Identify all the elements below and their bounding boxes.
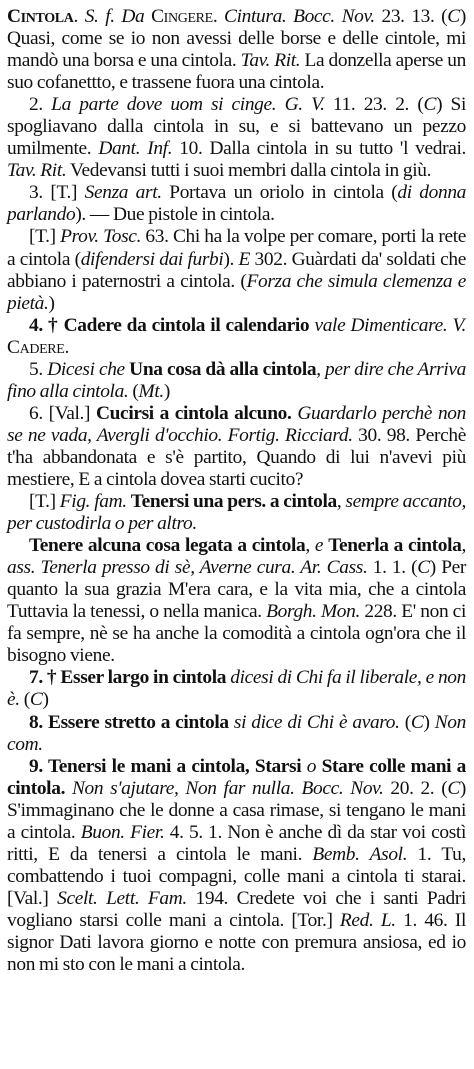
text-run: 7. † Esser largo in cintola [29,667,227,689]
text-run: Non com. [7,711,466,755]
text-run: Non s'ajutare, Non far nulla. Bocc. Nov. [71,777,384,799]
text-run: . [212,6,225,27]
sense-paragraph [7,667,466,711]
text-run: Forza che simula clemenza e pietà. [7,270,466,314]
text-run: La parte dove uom si cinge. G. V. [51,94,325,116]
text-run: Prov. Tosc. [60,226,142,248]
text-run: Tav. Rit. [7,160,67,182]
text-run: ( [19,689,30,711]
text-run: . [64,336,69,358]
text-run: , [461,535,467,557]
text-run: ass. Tenerla presso di sè, Averne cura. Ar. Cass. [7,557,368,579]
text-run: 8. Essere stretto a cintola [29,711,229,733]
text-run: Scelt. Lett. Fam. [57,887,187,909]
text-run: Mt. [138,380,164,402]
text-run: Bemb. Asol. [312,843,408,865]
sense-paragraph [7,535,466,667]
text-run: vale Dimenticare. V. [314,314,466,336]
text-run: si dice di Chi è avaro. [233,711,400,733]
text-run: difendersi dai furbi [80,248,224,270]
sense-paragraph [7,94,466,182]
sense-paragraph [7,315,466,359]
text-run: [T.] [29,491,60,513]
text-run: C [423,94,437,116]
text-run: 63. Chi ha la volpe per comare, porti la rete a cintola ( [7,226,466,270]
text-run: ) Quasi, come se io non avessi delle borse e delle cintole, mi mandò una borsa e una cintola. [7,6,466,72]
text-run: 30. 98. Perchè t'ha abbandonata e s'è partito, Quando di lui n'avevi più mestiere, E a cintola dovea starti cucito? [7,424,466,490]
text-run: 23. 13. ( [374,6,448,27]
text-run: per dire che Arriva fino alla cintola. [7,358,467,402]
text-run: Cintola [7,6,74,27]
text-run: Cintura. Bocc. Nov. [224,6,375,27]
text-run: ). [223,248,239,270]
text-run: 1. 1. ( [367,557,418,579]
text-run: 11. 23. 2. ( [324,94,424,116]
text-run: 4. † Cadere da cintola il calendario [29,314,310,336]
text-run: ) Si spogliavano dalla cintola in su, e si battevano un pezzo umilmente. [7,94,466,160]
text-run: Dant. Inf. [98,138,173,160]
text-run: Guardarlo perchè non se ne vada, Avergli d'occhio. Fortig. Ricciard. [7,402,466,446]
text-run: Cadere [7,336,65,358]
text-run: ) [423,711,435,733]
text-run: 9. Tenersi le mani a cintola, Starsi [29,755,302,777]
sense-paragraph [7,756,466,976]
text-run: ( [128,380,139,402]
text-run: , [316,358,326,380]
text-run: ) Per quanto la sua grazia M'era cara, e la vita mia, che a cintola Tuttavia la tenessi, o nella manica. [7,557,466,623]
text-run: 228. E' non ci fa sempre, nè se ha anche la comodità a cintola ogn'ora che il bisogno viene. [7,601,466,667]
text-run: 302. Guàrdati da' soldati che abbiano i paternostri a cintola. ( [7,248,466,292]
sense-paragraph [7,491,466,535]
headword-entry [7,6,466,94]
text-run: C [29,689,43,711]
text-run: o [306,755,317,777]
text-run: Tav. Rit. [240,50,301,72]
text-run: Stare colle mani a cintola. [7,755,467,799]
text-run: Red. L. [339,909,396,931]
sense-paragraph [7,712,466,756]
sense-paragraph [7,359,466,403]
text-run: 194. Credete voi che i santi Padri vogliano starsi colle mani a cintola. [Tor.] [7,887,466,931]
text-run: ) [48,292,55,314]
text-run: C [417,557,430,579]
text-run: Tenersi una pers. a cintola [130,491,337,513]
text-run: Vedevansi tutti i suoi membri dalla cintola in giù. [66,160,432,182]
text-run: Tenerla a cintola [328,535,462,557]
text-run: 5. [29,358,48,380]
text-run: 1. Tu, combattendo i tuoi compagni, colle mani a cintola ti starai. [Val.] [7,843,466,909]
text-run: Dicesi che [47,358,125,380]
text-run: dicesi di Chi fa il liberale, e non è. [7,667,466,711]
text-run: E [238,248,251,270]
text-run: Portava un oriolo in cintola ( [161,182,398,204]
text-run: Borgh. Mon. [266,601,360,623]
text-run: S. f. Da [84,6,152,27]
text-run: 6. [Val.] [29,402,96,424]
entry-list [7,6,466,976]
text-run: ) S'immaginano che le donne a casa rimase, si tengano le mani a cintola. [7,777,467,843]
text-run: sempre accanto, per custodirla o per altro. [7,491,467,535]
text-run: di donna parlando [7,182,467,226]
text-run: C [447,777,460,799]
text-run: , [336,491,346,513]
sense-paragraph [7,226,466,314]
text-run: 4. 5. 1. Non è anche dì da star voi costì ritti, E da tenersi a cintola le mani. [7,821,466,865]
text-run: 2. [29,94,52,116]
text-run: C [447,6,460,27]
text-run: Una cosa dà alla cintola [129,358,317,380]
text-run: ) [163,380,170,402]
text-run: Fig. fam. [59,491,127,513]
text-run: , [305,535,315,557]
text-run: 20. 2. ( [383,777,448,799]
text-run: Senza art. [84,182,162,204]
text-run: Tenere alcuna cosa legata a cintola [29,535,306,557]
text-run: ( [399,711,411,733]
text-run: ) [42,689,49,711]
text-run: ). — Due pistole in cintola. [75,204,275,226]
text-run: 3. [T.] [29,182,85,204]
text-run: Cingere [151,6,213,27]
text-run: Cucirsi a cintola alcuno. [95,402,292,424]
sense-paragraph [7,182,466,226]
text-run: Buon. Fier. [80,821,165,843]
text-run [65,778,72,799]
text-run: [T.] [29,226,61,248]
text-run: La donzella aperse un suo cofanettto, e trassene fuora una cintola. [7,50,466,94]
sense-paragraph [7,403,466,491]
text-run: 10. Dalla cintola in su tutto 'l vedrai. [172,138,466,160]
text-run: e [314,535,324,557]
text-run: 1. 46. Il signor Dati lavora giorno e notte con premura ansiosa, ed io non mi sto con le mani a cintola. [7,909,467,976]
text-run: C [410,711,424,733]
text-run: . [73,6,85,27]
